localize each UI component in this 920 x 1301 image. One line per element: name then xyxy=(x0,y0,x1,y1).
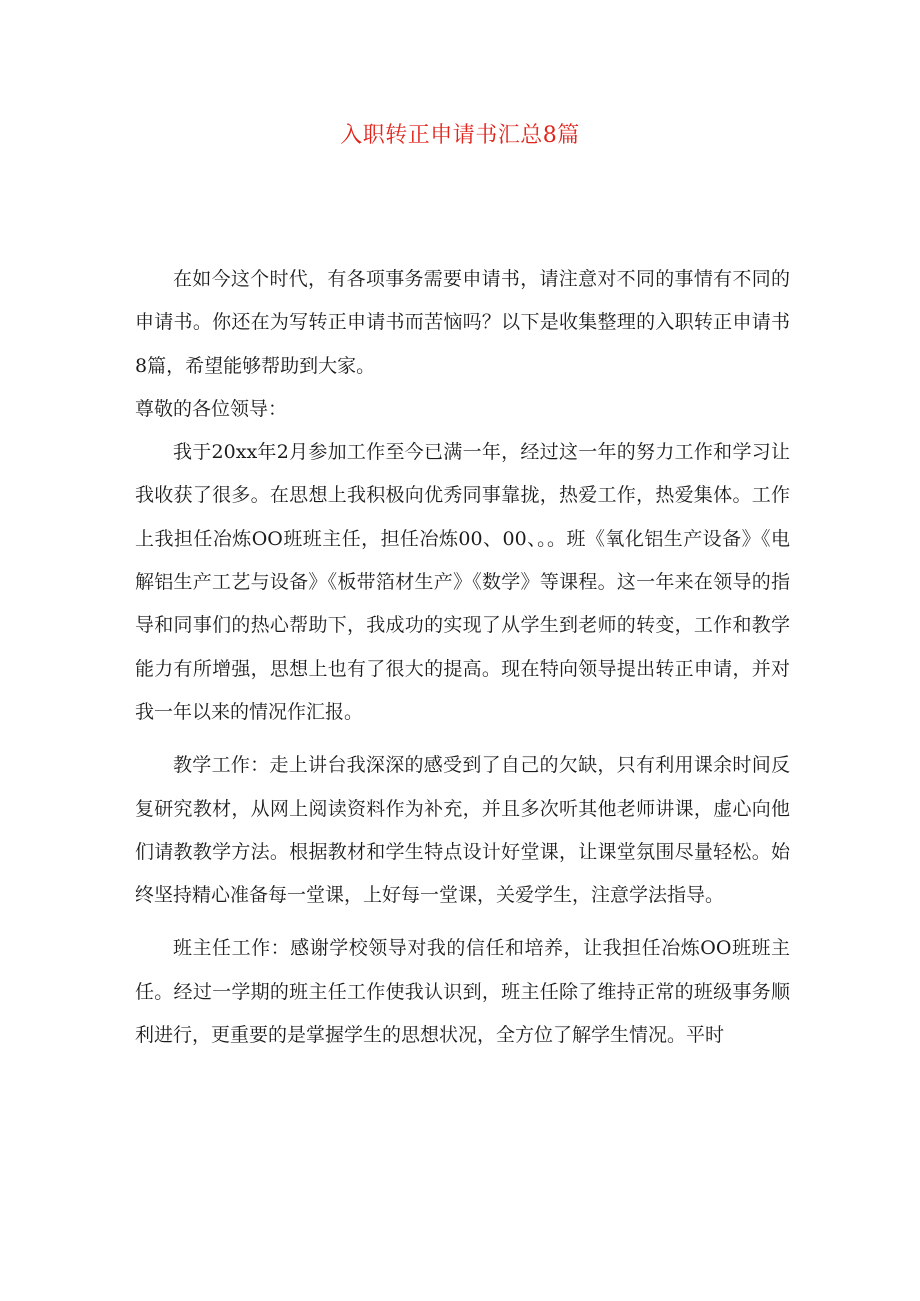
body-paragraph-teaching: 教学工作：走上讲台我深深的感受到了自己的欠缺，只有利用课余时间反复研究教材，从网上阅读资料作为补充，并且多次听其他老师讲课，虚心向他们请教教学方法。根据教材和学生特点设计好堂课，让课堂氛围尽量轻松。始终坚持精心准备每一堂课，上好每一堂课，关爱学生，注意学法指导。 xyxy=(135,754,790,907)
document-body xyxy=(135,258,790,1057)
body-paragraph-work-summary: 我于20xx年2月参加工作至今已满一年，经过这一年的努力工作和学习让我收获了很多。在思想上我积极向优秀同事靠拢，热爱工作，热爱集体。工作上我担任冶炼OO班班主任，担任冶炼00、00、。。班《氧化铝生产设备》《电解铝生产工艺与设备》《板带箔材生产》《数学》等课程。这一年来在领导的指导和同事们的热心帮助下，我成功的实现了从学生到老师的转变，工作和教学能力有所增强，思想上也有了很大的提高。现在特向领导提出转正申请，并对我一年以来的情况作汇报。 xyxy=(135,441,790,723)
intro-paragraph: 在如今这个时代，有各项事务需要申请书，请注意对不同的事情有不同的申请书。你还在为写转正申请书而苦恼吗？以下是收集整理的入职转正申请书8篇，希望能够帮助到大家。 xyxy=(135,268,790,377)
body-paragraph-class-teacher: 班主任工作：感谢学校领导对我的信任和培养，让我担任冶炼OO班班主任。经过一学期的班主任工作使我认识到，班主任除了维持正常的班级事务顺利进行，更重要的是掌握学生的思想状况，全方位了解学生情况。平时 xyxy=(135,937,790,1047)
document-title: 入职转正申请书汇总8篇 xyxy=(340,123,580,148)
salutation: 尊敬的各位领导： xyxy=(135,397,288,420)
